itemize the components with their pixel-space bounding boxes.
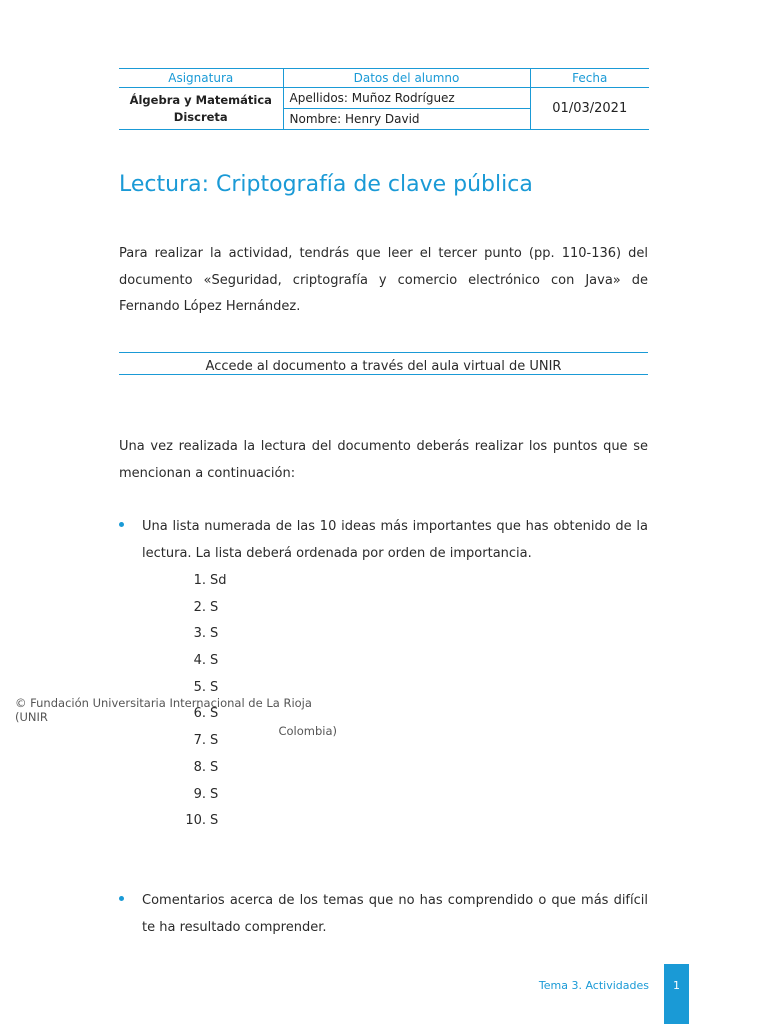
header-col-student: Datos del alumno — [283, 69, 530, 88]
bullet-text: Comentarios acerca de los temas que no has comprendido o que más difícil te ha resultado comprender. — [142, 893, 648, 935]
header-col-date: Fecha — [530, 69, 649, 88]
list-item: 5. S — [193, 679, 219, 695]
bullet-icon — [119, 896, 124, 901]
student-name: Nombre: Henry David — [283, 109, 530, 130]
list-item: 10. S — [185, 813, 219, 829]
bullet-item — [119, 888, 648, 941]
copyright-line-2: Colombia) — [278, 724, 337, 738]
list-item: 7. S — [193, 733, 219, 749]
list-item: 6. S — [193, 706, 219, 722]
header-table — [119, 68, 649, 130]
page-title: Lectura: Criptografía de clave pública — [119, 172, 533, 197]
header-col-subject: Asignatura — [119, 69, 283, 88]
list-item: 8. S — [193, 759, 219, 775]
copyright-notice — [15, 696, 337, 738]
subject-value: Álgebra y Matemática Discreta — [119, 88, 283, 130]
bullet-icon — [119, 522, 124, 527]
student-surname: Apellidos: Muñoz Rodríguez — [283, 88, 530, 109]
list-item: 2. S — [193, 599, 219, 615]
bullet-item — [119, 514, 648, 567]
page-number: 1 — [664, 964, 689, 1024]
list-item: 4. S — [193, 653, 219, 669]
access-document-box: Accede al documento a través del aula virtual de UNIR — [119, 352, 648, 375]
list-item: 9. S — [193, 786, 219, 802]
list-item: 3. S — [193, 626, 219, 642]
copyright-line-1: © Fundación Universitaria Internacional de La Rioja (UNIR — [15, 696, 312, 724]
footer-topic: Tema 3. Actividades — [538, 979, 649, 992]
list-item: 1. Sd — [193, 573, 227, 588]
instructions-paragraph: Una vez realizada la lectura del documento deberás realizar los puntos que se mencionan a continuación: — [119, 439, 648, 481]
bullet-text: Una lista numerada de las 10 ideas más importantes que has obtenido de la lectura. La lista deberá ordenada por orden de importancia. — [142, 519, 648, 561]
date-value: 01/03/2021 — [530, 88, 649, 130]
intro-paragraph: Para realizar la actividad, tendrás que leer el tercer punto (pp. 110-136) del documento «Seguridad, criptografía y comercio electrónico con Java» de Fernando López Hernández. — [119, 246, 648, 315]
